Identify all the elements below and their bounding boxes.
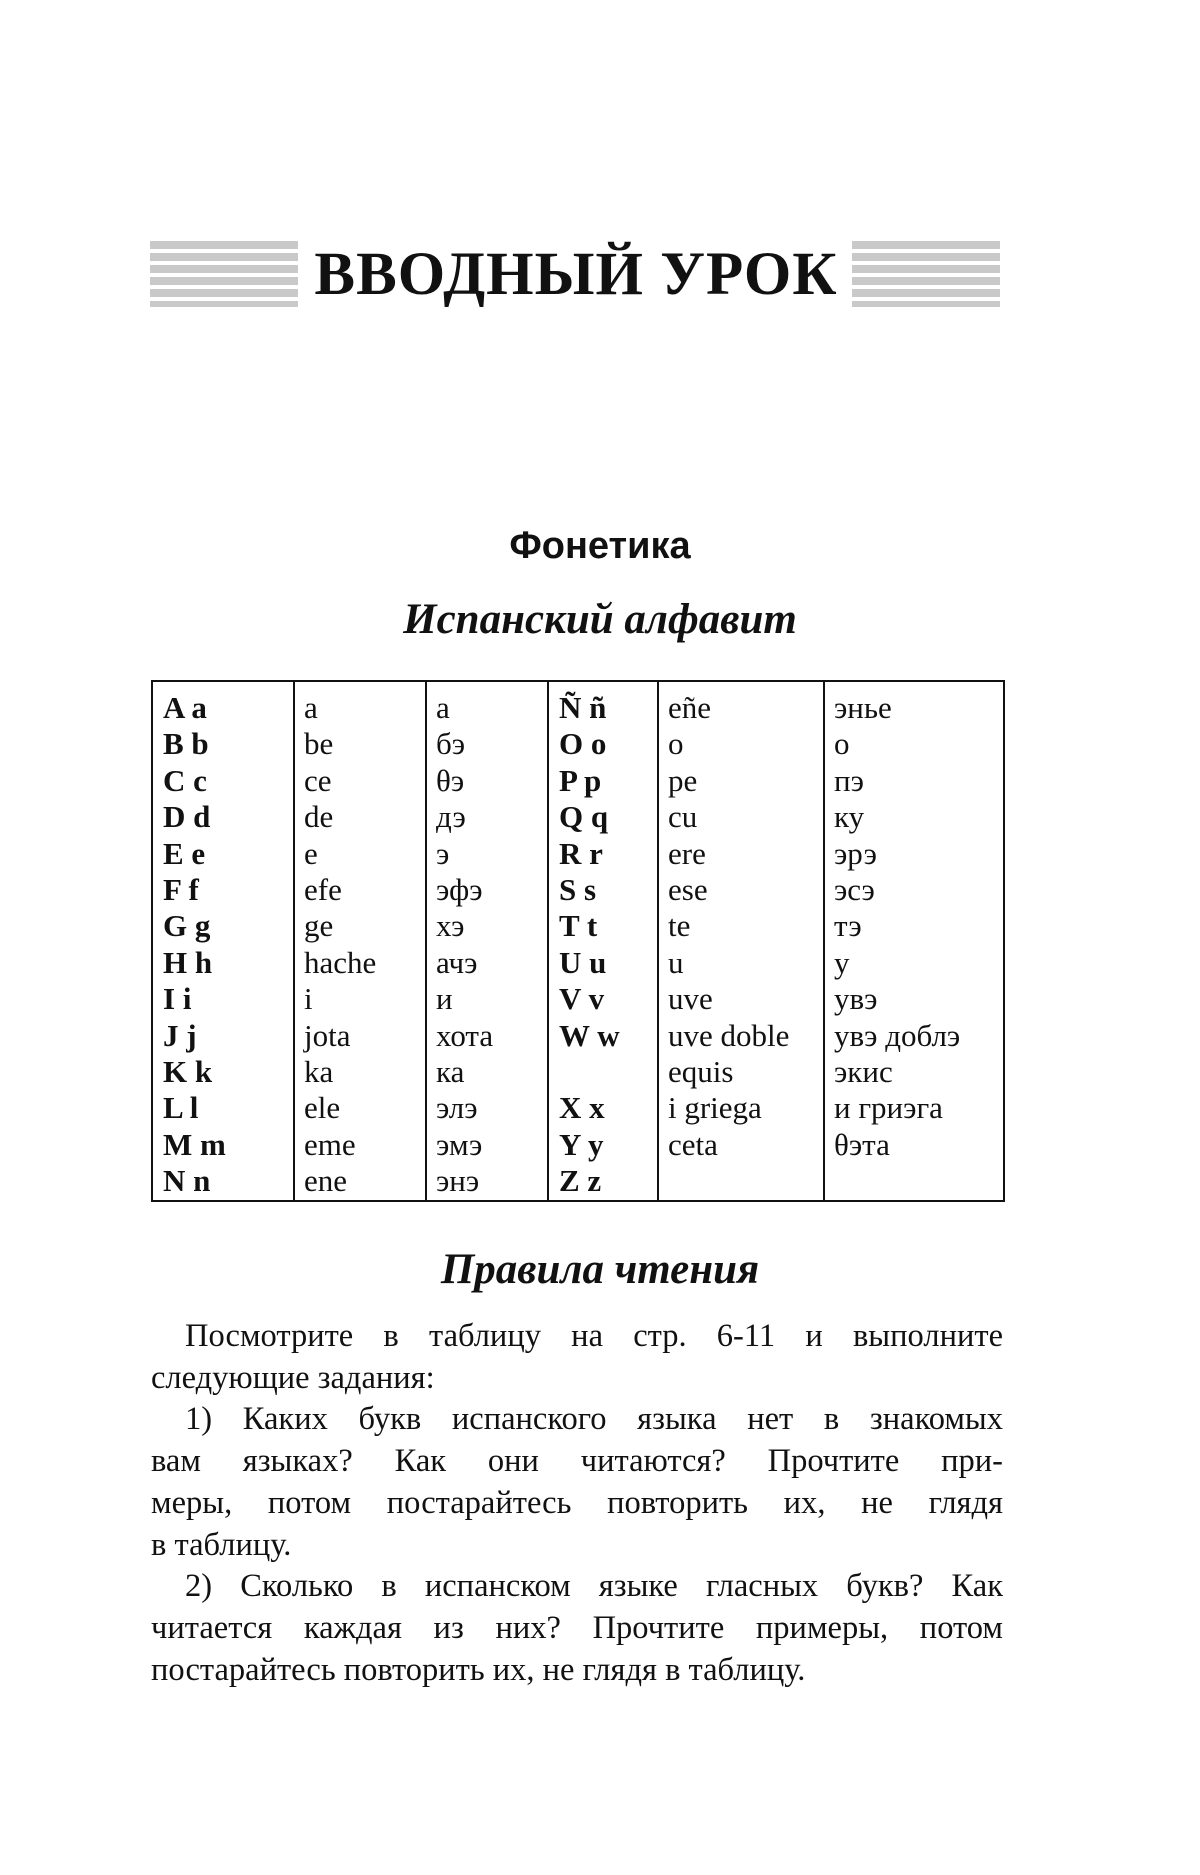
spanish-names-column-1 xyxy=(293,682,425,1200)
table-cell xyxy=(825,1163,1003,1199)
table-cell: элэ xyxy=(436,1090,478,1126)
table-cell: eme xyxy=(304,1126,356,1162)
table-cell: M m xyxy=(163,1126,226,1162)
table-cell: i griega xyxy=(668,1090,762,1126)
table-cell: Ñ ñ xyxy=(559,690,607,725)
table-cell: D d xyxy=(163,799,211,835)
table-cell: пэ xyxy=(834,762,864,798)
subsection-title: Испанский алфавит xyxy=(403,596,797,643)
table-cell: B b xyxy=(163,726,209,762)
table-cell: uve doble xyxy=(668,1017,790,1053)
table-cell: ка xyxy=(436,1053,465,1089)
table-cell: θэта xyxy=(834,1126,890,1162)
table-cell: R r xyxy=(559,835,603,871)
table-cell: jota xyxy=(304,1017,351,1053)
table-cell: ce xyxy=(304,762,332,798)
table-cell: эфэ xyxy=(436,871,483,907)
table-cell: Z z xyxy=(559,1163,602,1199)
table-cell: эмэ xyxy=(436,1126,483,1162)
table-cell: S s xyxy=(559,871,597,907)
table-cell: i xyxy=(304,981,313,1017)
table-cell: X x xyxy=(559,1090,605,1126)
decorative-stripes-right xyxy=(852,241,1000,307)
table-cell: энэ xyxy=(436,1163,480,1199)
table-cell: efe xyxy=(304,871,342,907)
section-title: Фонетика xyxy=(509,525,691,567)
table-cell: A a xyxy=(163,690,207,725)
table-cell: Y y xyxy=(559,1126,604,1162)
table-cell: ese xyxy=(668,871,708,907)
spanish-names-column-2 xyxy=(657,682,823,1200)
text-line: вам языках? Как они читаются? Прочтите при- xyxy=(151,1443,1003,1480)
table-cell: тэ xyxy=(834,908,862,944)
table-cell: T t xyxy=(559,908,598,944)
table-cell: hache xyxy=(304,944,377,980)
letters-column-1 xyxy=(153,682,293,1200)
table-cell: U u xyxy=(559,944,607,980)
table-cell: pe xyxy=(668,762,698,798)
table-cell: equis xyxy=(668,1053,734,1089)
text-line: меры, потом постарайтесь повторить их, не глядя xyxy=(151,1484,1003,1521)
table-cell: eñe xyxy=(668,690,712,725)
table-cell: эрэ xyxy=(834,835,877,871)
table-cell: у xyxy=(834,944,850,980)
table-cell: H h xyxy=(163,944,213,980)
text-line: Посмотрите в таблицу на стр. 6-11 и выполните xyxy=(185,1318,1003,1354)
table-cell: θэ xyxy=(436,762,465,798)
table-cell: бэ xyxy=(436,726,466,762)
russian-names-column-1 xyxy=(425,682,547,1200)
text-line: 2) Сколько в испанском языке гласных букв? Как xyxy=(185,1568,1003,1605)
table-cell: te xyxy=(668,908,691,944)
table-cell: K k xyxy=(163,1053,213,1089)
task-1-paragraph xyxy=(151,1399,1003,1566)
table-cell: ka xyxy=(304,1053,334,1089)
table-cell: e xyxy=(304,835,318,871)
table-cell: G g xyxy=(163,908,211,944)
text-line: в таблицу. xyxy=(151,1526,292,1563)
table-cell: увэ xyxy=(834,981,878,1017)
table-cell: u xyxy=(668,944,684,980)
table-cell xyxy=(659,1163,823,1199)
text-line: читается каждая из них? Прочтите примеры, потом xyxy=(151,1609,1003,1646)
table-cell: и xyxy=(436,981,453,1017)
table-cell: ку xyxy=(834,799,865,835)
task-2-paragraph xyxy=(151,1566,1003,1691)
text-line: 1) Каких букв испанского языка нет в знакомых xyxy=(185,1401,1003,1438)
table-cell: O o xyxy=(559,726,607,762)
table-cell: a xyxy=(304,690,318,725)
table-cell: ere xyxy=(668,835,706,871)
alphabet-table xyxy=(151,680,1005,1202)
table-cell: ачэ xyxy=(436,944,478,980)
table-cell: ge xyxy=(304,908,334,944)
chapter-title: ВВОДНЫЙ УРОК xyxy=(314,240,838,308)
table-cell: cu xyxy=(668,799,698,835)
table-cell: хота xyxy=(436,1017,494,1053)
table-cell: uve xyxy=(668,981,713,1017)
table-cell: C c xyxy=(163,762,207,798)
table-cell: E e xyxy=(163,835,206,871)
table-cell: F f xyxy=(163,871,199,907)
table-cell: эсэ xyxy=(834,871,875,907)
table-cell: о xyxy=(834,726,850,762)
text-line: следующие задания: xyxy=(151,1359,435,1396)
table-cell: хэ xyxy=(436,908,465,944)
table-cell: дэ xyxy=(436,799,466,835)
table-cell: de xyxy=(304,799,334,835)
chapter-header xyxy=(150,236,1000,312)
table-cell: увэ доблэ xyxy=(834,1017,961,1053)
table-cell: be xyxy=(304,726,334,762)
decorative-stripes-left xyxy=(150,241,298,307)
table-cell: ceta xyxy=(668,1126,718,1162)
letters-column-2 xyxy=(547,682,657,1200)
table-cell: P p xyxy=(559,762,602,798)
table-cell: I i xyxy=(163,981,192,1017)
table-cell: ene xyxy=(304,1163,348,1199)
text-line: постарайтесь повторить их, не глядя в таблицу. xyxy=(151,1651,806,1688)
table-cell: W w xyxy=(559,1017,620,1053)
body-text xyxy=(151,1316,1003,1691)
table-cell: э xyxy=(436,835,450,871)
reading-rules-title: Правила чтения xyxy=(440,1246,760,1293)
russian-names-column-2 xyxy=(823,682,1003,1200)
table-cell: энье xyxy=(834,690,892,725)
table-cell: V v xyxy=(559,981,605,1017)
table-cell: а xyxy=(436,690,450,725)
table-cell: o xyxy=(668,726,684,762)
table-cell: J j xyxy=(163,1017,197,1053)
intro-paragraph xyxy=(151,1316,1003,1399)
table-cell xyxy=(549,1054,657,1090)
table-cell: и гриэга xyxy=(834,1090,943,1126)
table-cell: N n xyxy=(163,1163,211,1199)
table-cell: Q q xyxy=(559,799,609,835)
table-cell: экис xyxy=(834,1053,893,1089)
table-cell: ele xyxy=(304,1090,341,1126)
table-cell: L l xyxy=(163,1090,199,1126)
